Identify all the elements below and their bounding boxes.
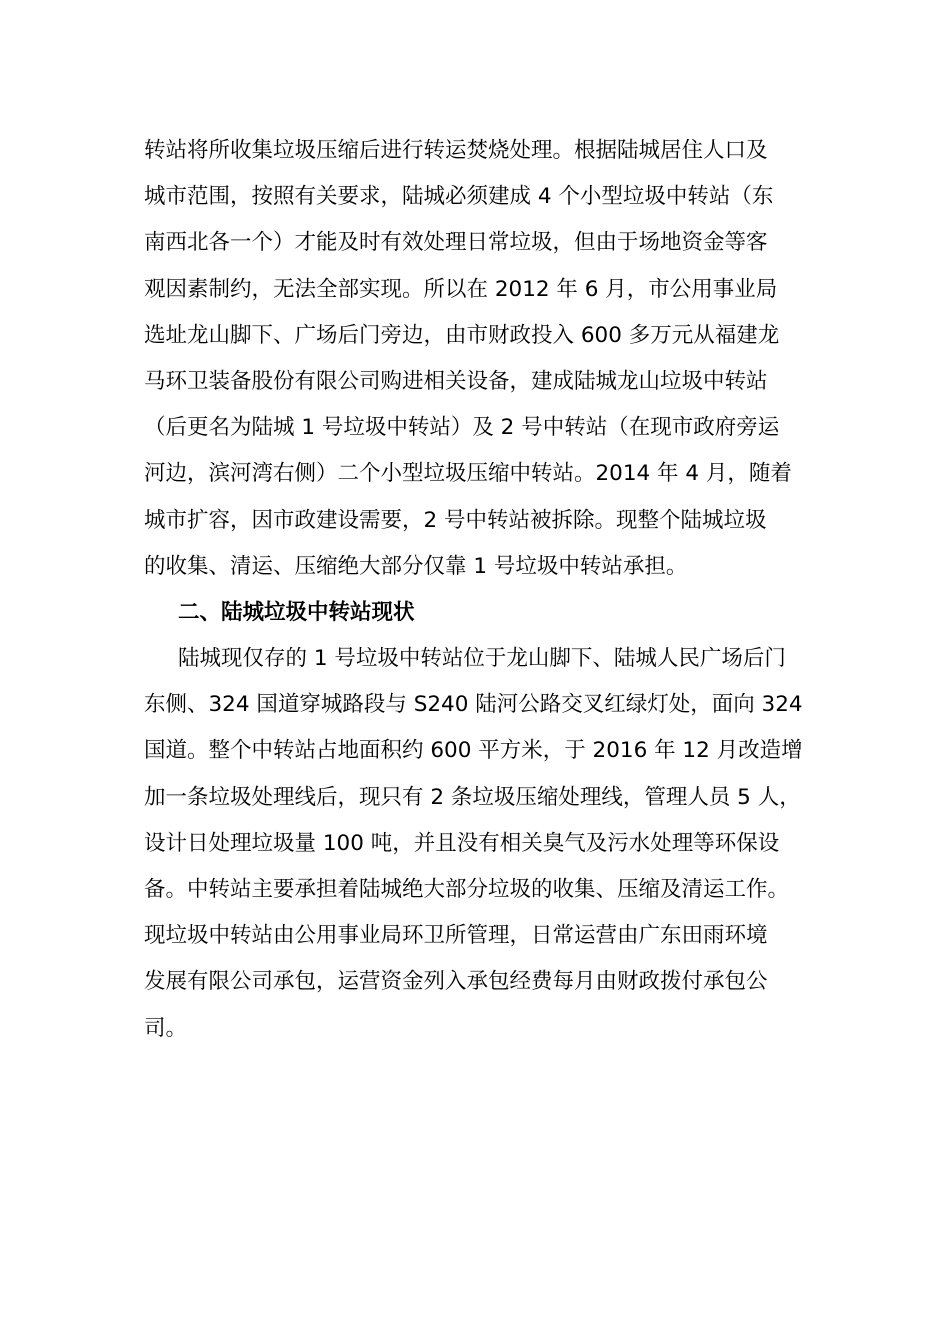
text-line: 设计日处理垃圾量 100 吨，并且没有相关臭气及污水处理等环保设 xyxy=(144,830,780,856)
text-line: 的收集、清运、压缩绝大部分仅靠 1 号垃圾中转站承担。 xyxy=(144,553,688,579)
text-line: 备。中转站主要承担着陆城绝大部分垃圾的收集、压缩及清运工作。 xyxy=(144,877,790,902)
text-line: 东侧、324 国道穿城路段与 S240 陆河公路交叉红绿灯处，面向 324 xyxy=(144,692,803,718)
text-line: 发展有限公司承包，运营资金列入承包经费每月由财政拨付承包公 xyxy=(144,969,768,995)
text-line: 司。 xyxy=(144,1015,188,1041)
text-line: 转站将所收集垃圾压缩后进行转运焚烧处理。根据陆城居住人口及 xyxy=(144,138,768,163)
text-line: 选址龙山脚下、广场后门旁边，由市财政投入 600 多万元从福建龙 xyxy=(144,322,780,348)
text-line: 河边，滨河湾右侧）二个小型垃圾压缩中转站。2014 年 4 月，随着 xyxy=(144,461,792,487)
text-line: 观因素制约，无法全部实现。所以在 2012 年 6 月，市公用事业局 xyxy=(144,276,778,302)
text-line: 南西北各一个）才能及时有效处理日常垃圾，但由于场地资金等客 xyxy=(144,230,768,256)
paragraph-status xyxy=(144,636,814,1052)
document-body xyxy=(144,128,814,1052)
text-line: 现垃圾中转站由公用事业局环卫所管理，日常运营由广东田雨环境 xyxy=(144,923,768,949)
text-line: 国道。整个中转站占地面积约 600 平方米，于 2016 年 12 月改造增 xyxy=(144,738,803,764)
text-line: 马环卫装备股份有限公司购进相关设备，建成陆城龙山垃圾中转站 xyxy=(144,368,768,394)
text-line: （后更名为陆城 1 号垃圾中转站）及 2 号中转站（在现市政府旁运 xyxy=(144,415,780,441)
section-heading: 二、陆城垃圾中转站现状 xyxy=(178,599,415,625)
text-line: 城市范围，按照有关要求，陆城必须建成 4 个小型垃圾中转站（东 xyxy=(144,184,774,210)
paragraph-history xyxy=(144,128,814,590)
text-line: 陆城现仅存的 1 号垃圾中转站位于龙山脚下、陆城人民广场后门 xyxy=(178,646,786,672)
text-line: 城市扩容，因市政建设需要，2 号中转站被拆除。现整个陆城垃圾 xyxy=(144,507,767,533)
text-line: 加一条垃圾处理线后，现只有 2 条垃圾压缩处理线，管理人员 5 人， xyxy=(144,784,801,810)
